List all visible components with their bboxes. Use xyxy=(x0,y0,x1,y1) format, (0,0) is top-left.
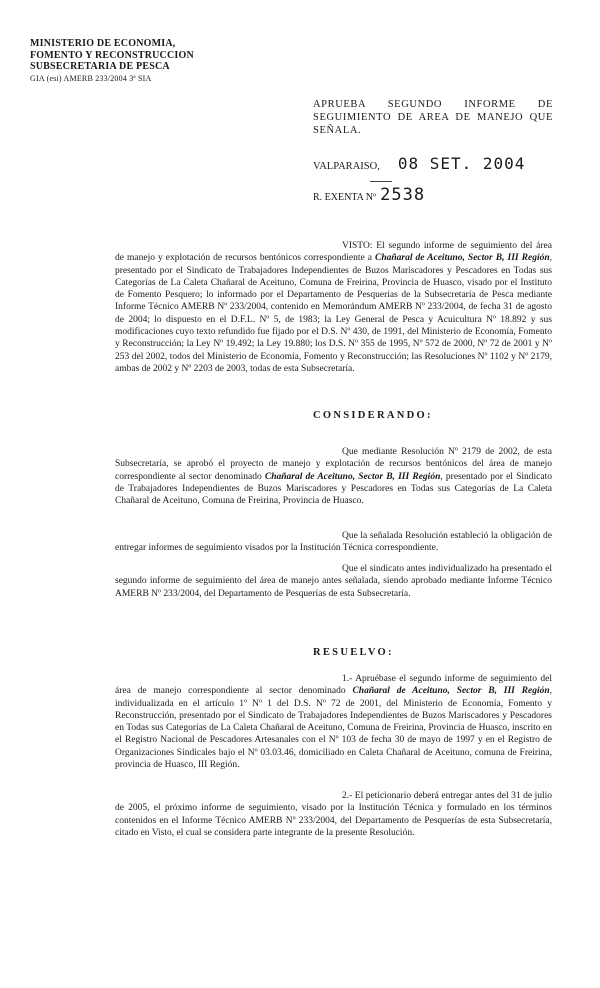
considerando-heading: CONSIDERANDO: xyxy=(313,410,433,421)
document-subject: APRUEBA SEGUNDO INFORME DE SEGUIMIENTO DE AREA DE MANEJO QUE SEÑALA. xyxy=(313,99,553,136)
considerando-paragraph-3: Que el sindicato antes individualizado ha presentado el segundo informe de seguimiento del área de manejo antes señalada, siendo aprobado mediante Informe Técnico AMERB Nº 233/2004, del Departamento de Pesquerías de esta Subsecretaría. xyxy=(115,564,552,599)
resolution-label: R. EXENTA Nº xyxy=(313,192,377,203)
resuelvo-paragraph-2: 2.- El peticionario deberá entregar antes del 31 de julio de 2005, el próximo informe de seguimiento, visado por la Institución Técnica y formulado en los términos contenidos en el Informe Técnico AMERB Nº 233/2004, del Departamento de Pesquerías de esta Subsecretaría, citado en Visto, el cual se considera parte integrante de la presente Resolución. xyxy=(115,791,552,838)
place-date-line xyxy=(313,154,553,174)
place: VALPARAISO, xyxy=(313,161,380,172)
resolution-number: 2538 xyxy=(380,185,426,205)
visto-paragraph: VISTO: El segundo informe de seguimiento del área de manejo y explotación de recursos bentónicos correspondiente a Chañaral de Aceituno, Sector B, III Región, presentado por el Sindicato de Trabajadores Independientes de Buzos Mariscadores y Pescadores en Todas sus Categorías de La Caleta Chañaral de Aceituno, Comuna de Freirina, Provincia de Huasco, visado por el Instituto de Fomento Pesquero; lo informado por el Departamento de Pesquerías de la Subsecretaría de Pesca mediante Informe Técnico AMERB Nº 233/2004, contenido en Memorándum AMERB Nº 233/2004, de fecha 31 de agosto de 2004; lo dispuesto en el D.F.L. Nº 5, de 1983; la Ley General de Pesca y Acuicultura Nº 18.892 y sus modificaciones cuyo texto refundido fue fijado por el D.S. Nº 430, de 1991, del Ministerio de Economía, Fomento y Reconstrucción; la Ley Nº 19.492; la Ley 19.880; los D.S. Nº 355 de 1995, Nº 572 de 2000, Nº 72 de 2001 y Nº 253 del 2002, todos del Ministerio de Economía, Fomento y Reconstrucción; las Resoluciones Nº 1102 y Nº 2179, ambas de 2002 y Nº 2203 de 2003, todas de esta Subsecretaría. xyxy=(115,241,552,374)
ministry-name: MINISTERIO DE ECONOMIA, xyxy=(30,38,176,49)
resolution-number-line xyxy=(313,185,553,205)
site-name: Chañaral de Aceituno, Sector B, III Región xyxy=(264,471,441,482)
subsecretaria-name: SUBSECRETARIA DE PESCA xyxy=(30,61,170,72)
date-stamp: 08 SET. 2004 xyxy=(397,154,526,173)
reference-code: GIA (esi) AMERB 233/2004 3ª SIA xyxy=(30,73,152,83)
considerando-paragraph-1: Que mediante Resolución Nº 2179 de 2002, de esta Subsecretaría, se aprobó el proyecto de manejo y explotación de recursos bentónicos del área de manejo correspondiente al sector denominado Chañaral de Aceituno, Sector B, III Región, presentado por el Sindicato de Trabajadores Independientes de Buzos Mariscadores y Pescadores en Todas sus Categorías de La Caleta Chañaral de Aceituno, Comuna de Freirina, Provincia de Huasco. xyxy=(115,447,552,507)
ministry-letterhead xyxy=(30,38,205,84)
date-underline xyxy=(370,181,392,182)
site-name: Chañaral de Aceituno, Sector B, III Región xyxy=(374,253,550,264)
resuelvo-heading: RESUELVO: xyxy=(313,647,394,658)
ministry-name-line2: FOMENTO Y RECONSTRUCCION xyxy=(30,49,194,61)
site-name: Chañaral de Aceituno, Sector B, III Región xyxy=(352,686,550,697)
resuelvo-paragraph-1: 1.- Apruébase el segundo informe de seguimiento del área de manejo correspondiente al sector denominado Chañaral de Aceituno, Sector B, III Región, individualizada en el artículo 1º Nº 1 del D.S. Nº 72 de 2001, del Ministerio de Economía, Fomento y Reconstrucción, presentado por el Sindicato de Trabajadores Independientes de Buzos Mariscadores y Pescadores en Todas sus Categorías de La Caleta Chañaral de Aceituno, Comuna de Freirina, Provincia de Huasco, inscrito en el Registro Nacional de Pescadores Artesanales con el Nº 103 de fecha 30 de mayo de 1997 y en el Registro de Organizaciones Sindicales bajo el Nº 03.03.46, domiciliado en Caleta Chañaral de Aceituno, comuna de Freirina, provincia de Huasco, III Región. xyxy=(115,674,552,771)
considerando-paragraph-2: Que la señalada Resolución estableció la obligación de entregar informes de seguimiento visados por la Institución Técnica correspondiente. xyxy=(115,531,552,554)
